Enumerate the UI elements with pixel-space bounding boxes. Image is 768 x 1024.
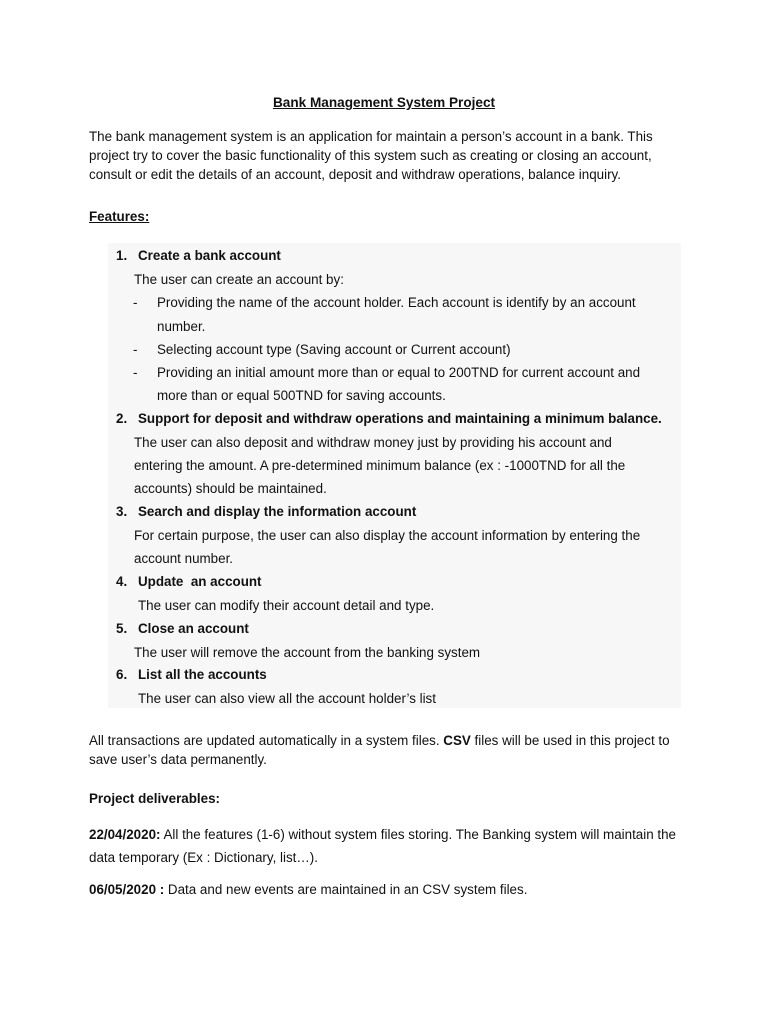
bullet-dash: - [133, 365, 138, 380]
feature-number: 4. [116, 574, 128, 589]
feature-title: Close an account [138, 621, 249, 636]
transactions-text: All transactions are updated automatically in a system files. [89, 733, 444, 748]
transactions-text: files will be used in this project to save user’s data permanently. [89, 733, 670, 767]
deliverable-date: 22/04/2020: [89, 827, 161, 842]
deliverable-date: 06/05/2020 : [89, 882, 165, 897]
feature-description: The user can also view all the account holder’s list [138, 691, 436, 706]
bullet-text: number. [157, 319, 206, 334]
csv-keyword: CSV [443, 733, 471, 748]
feature-title: Create a bank account [138, 248, 281, 263]
feature-number: 2. [116, 411, 128, 426]
deliverables-heading: Project deliverables: [89, 791, 220, 806]
document-title: Bank Management System Project [272, 95, 496, 110]
feature-title: Update an account [138, 574, 262, 589]
feature-number: 6. [116, 667, 128, 682]
deliverable-item [89, 823, 689, 869]
feature-description: The user can also deposit and withdraw money just by providing his account and [134, 435, 612, 450]
deliverable-text: All the features (1-6) without system files storing. The Banking system will maintain the data temporary (Ex : Dictionary, list…). [89, 827, 676, 865]
bullet-text: more than or equal 500TND for saving accounts. [157, 388, 446, 403]
feature-description: account number. [134, 551, 234, 566]
feature-title: List all the accounts [138, 667, 267, 682]
feature-description: The user will remove the account from the banking system [134, 645, 481, 660]
feature-description: For certain purpose, the user can also display the account information by entering the [134, 528, 641, 543]
bullet-text: Providing an initial amount more than or equal to 200TND for current account and [157, 365, 641, 380]
feature-description: accounts) should be maintained. [134, 481, 327, 496]
bullet-text: Providing the name of the account holder. Each account is identify by an account [157, 295, 636, 310]
feature-title: Support for deposit and withdraw operations and maintaining a minimum balance. [138, 411, 662, 426]
feature-title: Search and display the information account [138, 504, 417, 519]
bullet-dash: - [133, 295, 138, 310]
features-highlight-box [108, 243, 681, 708]
intro-paragraph: The bank management system is an application for maintain a person’s account in a bank. This project try to cover the basic functionality of this system such as creating or closing an account, consult or edit the details of an account, deposit and withdraw operations, balance inquiry. [89, 129, 653, 182]
feature-number: 5. [116, 621, 128, 636]
feature-description: The user can modify their account detail and type. [138, 598, 435, 613]
feature-description: The user can create an account by: [134, 272, 344, 287]
feature-number: 1. [116, 248, 128, 263]
feature-number: 3. [116, 504, 128, 519]
deliverable-item [89, 880, 689, 899]
bullet-dash: - [133, 342, 138, 357]
bullet-text: Selecting account type (Saving account or Current account) [157, 342, 511, 357]
deliverable-text: Data and new events are maintained in an CSV system files. [164, 882, 528, 897]
feature-description: entering the amount. A pre-determined minimum balance (ex : -1000TND for all the [134, 458, 626, 473]
features-heading: Features: [89, 209, 150, 224]
transactions-paragraph [89, 731, 689, 769]
